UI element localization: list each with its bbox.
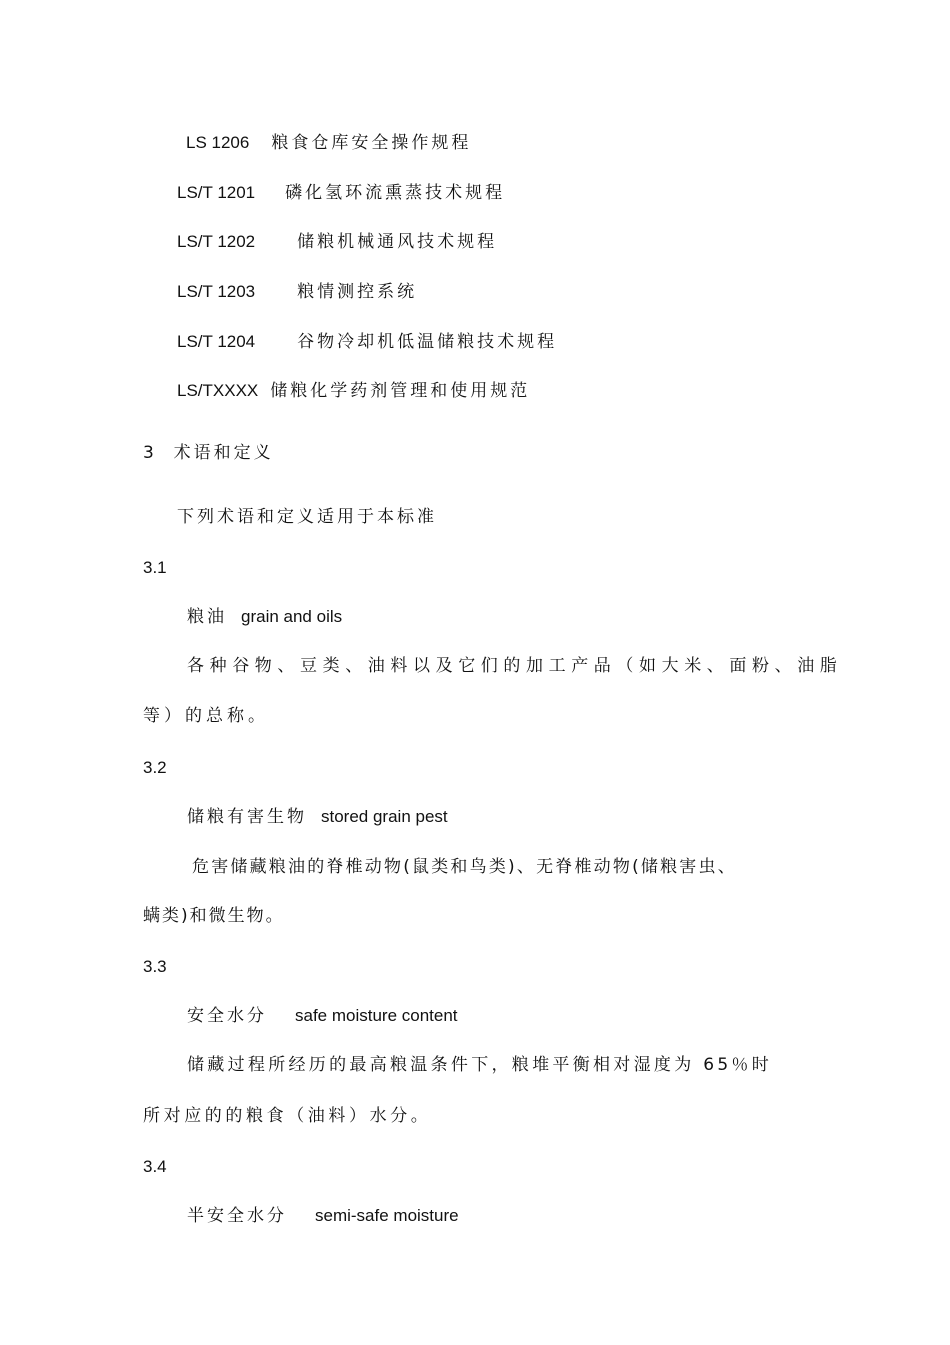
section-intro: 下列术语和定义适用于本标准 [177,507,437,527]
term-english: safe moisture content [295,1006,458,1025]
term-chinese: 半安全水分 [187,1206,287,1226]
term-definition-cont: 螨类)和微生物。 [143,906,285,926]
term-title [187,1204,459,1228]
reference-lst-1204 [177,330,557,354]
reference-title: 粮情测控系统 [297,282,418,302]
term-title [187,605,342,629]
reference-code: LS/T 1203 [177,282,256,301]
reference-title: 谷物冷却机低温储粮技术规程 [297,332,558,352]
term-number: 3.3 [143,957,167,976]
reference-code: LS/T 1202 [177,232,256,251]
reference-title: 粮食仓库安全操作规程 [271,133,472,153]
term-english: stored grain pest [321,807,448,826]
reference-ls-1206 [186,131,471,155]
term-english: semi-safe moisture [315,1206,459,1225]
term-definition: 各种谷物、豆类、油料以及它们的加工产品（如大米、面粉、油脂 [187,656,843,676]
reference-lst-txxxx [177,379,530,403]
term-definition-cont: 等）的总称。 [143,706,269,726]
term-chinese: 储粮有害生物 [187,807,307,827]
reference-code: LS/T 1201 [177,183,256,202]
reference-code: LS/TXXXX [177,381,259,400]
section-heading: 3 术语和定义 [143,443,274,463]
term-title [187,1004,458,1028]
term-definition: 危害储藏粮油的脊椎动物(鼠类和鸟类)、无脊椎动物(储粮害虫、 [192,857,737,877]
term-definition-cont: 所对应的的粮食（油料）水分。 [143,1106,432,1126]
reference-lst-1203 [177,280,417,304]
reference-title: 储粮化学药剂管理和使用规范 [270,381,531,401]
reference-lst-1202 [177,230,497,254]
term-number: 3.2 [143,758,167,777]
term-definition: 储藏过程所经历的最高粮温条件下，粮堆平衡相对湿度为 65％时 [187,1055,773,1075]
term-title [187,805,448,829]
term-chinese: 安全水分 [187,1006,267,1026]
reference-title: 磷化氢环流熏蒸技术规程 [285,183,506,203]
term-chinese: 粮油 [187,607,227,627]
reference-code: LS 1206 [186,133,250,152]
term-english: grain and oils [241,607,343,626]
term-number: 3.1 [143,558,167,577]
reference-lst-1201 [177,181,505,205]
reference-code: LS/T 1204 [177,332,256,351]
term-number: 3.4 [143,1157,167,1176]
reference-title: 储粮机械通风技术规程 [297,232,498,252]
